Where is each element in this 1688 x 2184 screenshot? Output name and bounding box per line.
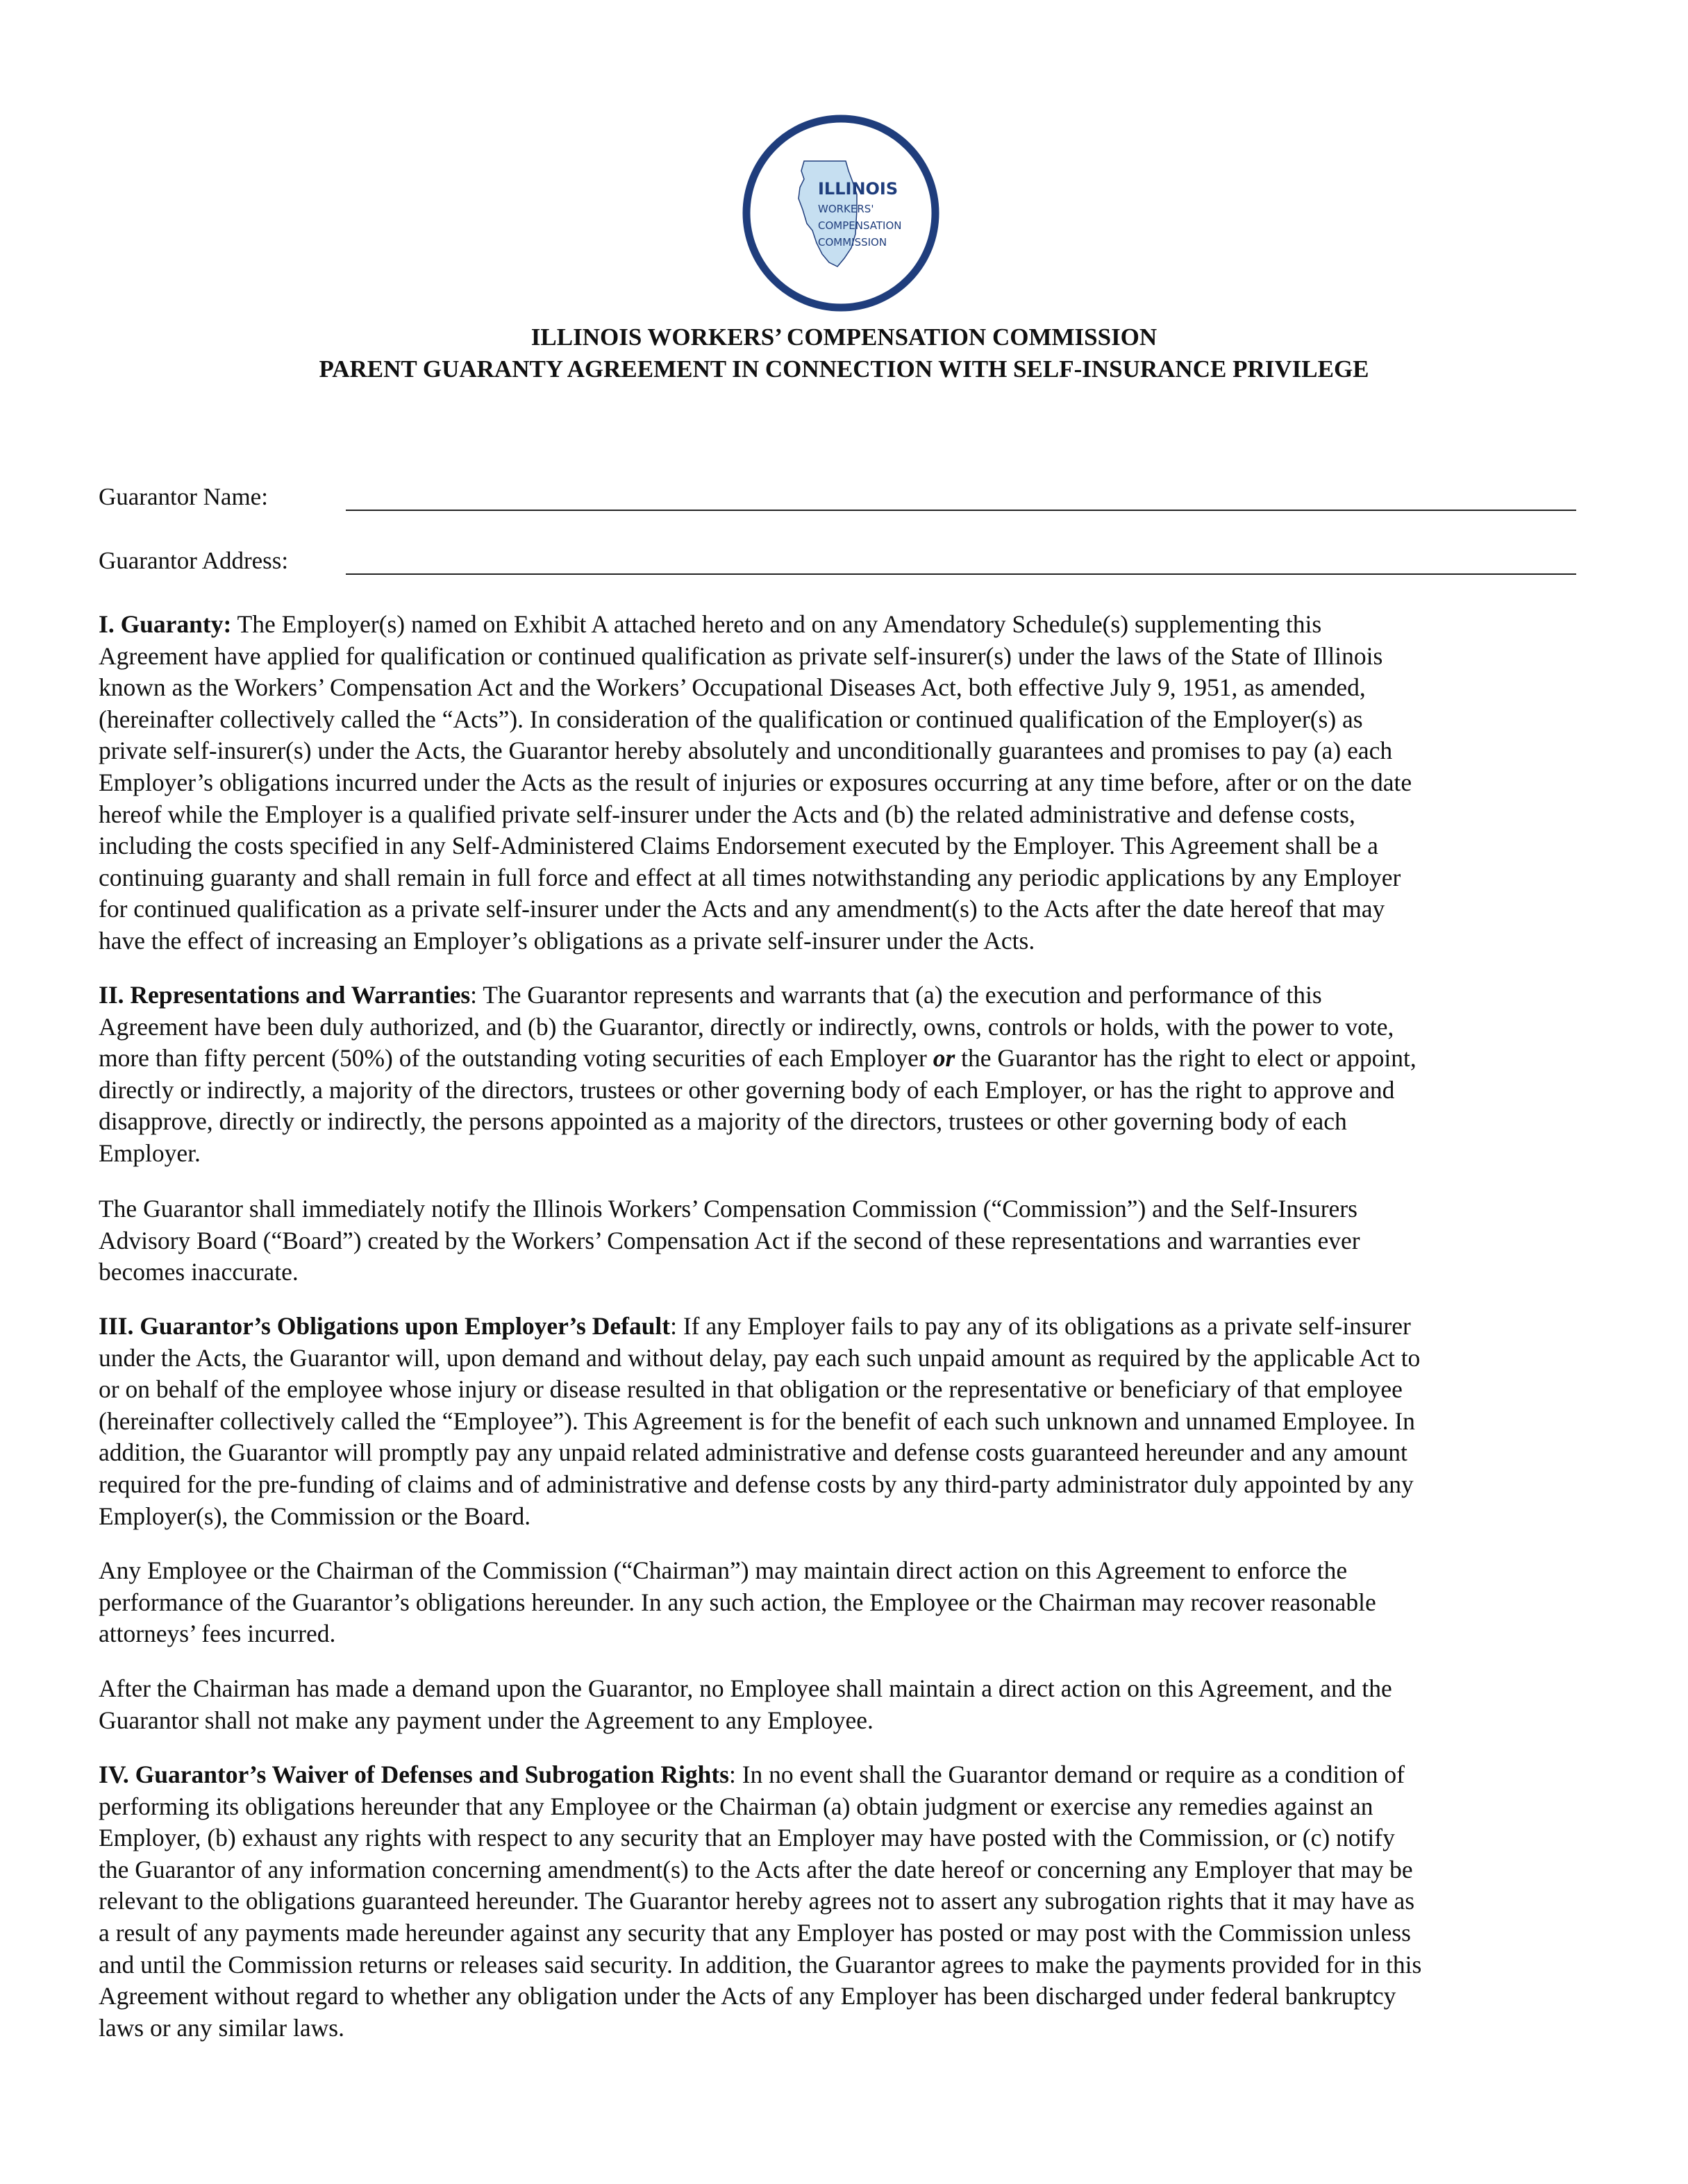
iwcc-logo	[740, 112, 942, 314]
notification-paragraph	[99, 1193, 1360, 1288]
logo-text: ILLINOIS	[818, 179, 899, 199]
text-line: After the Chairman has made a demand upon the Guarantor, no Employee shall maintain a direct action on this Agreement, and the	[99, 1674, 1392, 1702]
text-line: Agreement have been duly authorized, and (b) the Guarantor, directly or indirectly, owns, controls or holds, with the power to vote,	[99, 1012, 1394, 1041]
logo-text: COMPENSATION	[818, 219, 902, 232]
logo-text: WORKERS'	[818, 203, 874, 215]
document-subtitle: PARENT GUARANTY AGREEMENT IN CONNECTION WITH SELF-INSURANCE PRIVILEGE	[319, 355, 1369, 383]
text-line: (hereinafter collectively called the “Employee”). This Agreement is for the benefit of each such unknown and unnamed Employee. In	[99, 1406, 1415, 1435]
text-line: have the effect of increasing an Employer’s obligations as a private self-insurer under the Acts.	[99, 926, 1035, 955]
text-line: disapprove, directly or indirectly, the persons appointed as a majority of the directors, trustees or other governing body of each	[99, 1107, 1347, 1136]
chairman-demand-paragraph	[99, 1673, 1392, 1736]
section-waiver	[99, 1759, 1421, 2044]
section-obligations	[99, 1311, 1420, 1532]
section-heading: III. Guarantor’s Obligations upon Employer’s Default	[99, 1312, 671, 1340]
document-title: ILLINOIS WORKERS’ COMPENSATION COMMISSION	[530, 324, 1158, 351]
text-line: Employer(s), the Commission or the Board.	[99, 1502, 531, 1530]
direct-action-paragraph	[99, 1555, 1376, 1650]
text-line: for continued qualification as a private self-insurer under the Acts and any amendment(s) to the Acts after the date hereof that may	[99, 895, 1385, 923]
text-line: hereof while the Employer is a qualified private self-insurer under the Acts and (b) the related administrative and defense costs,	[99, 800, 1355, 828]
text-line: Guarantor shall not make any payment under the Agreement to any Employee.	[99, 1706, 874, 1734]
text-line: Agreement without regard to whether any obligation under the Acts of any Employer has been discharged under federal bankruptcy	[99, 1982, 1396, 2010]
text-line: : In no event shall the Guarantor demand or require as a condition of	[728, 1761, 1405, 1788]
text-line: required for the pre-funding of claims and of administrative and defense costs by any third-party administrator duly appointed by any	[99, 1470, 1414, 1498]
text-line: Employer’s obligations incurred under the Acts as the result of injuries or exposures occurring at any time before, after or on the date	[99, 768, 1412, 796]
section-representations	[99, 980, 1417, 1170]
text-line: directly or indirectly, a majority of the directors, trustees or other governing body of each Employer, or has the right to approve and	[99, 1075, 1395, 1104]
text-line: : The Guarantor represents and warrants that (a) the execution and performance of this	[470, 981, 1322, 1009]
text-line: Agreement have applied for qualification or continued qualification as private self-insurer(s) under the laws of the State of Illinois	[99, 641, 1383, 670]
text-line: attorneys’ fees incurred.	[99, 1620, 336, 1648]
text-line: Employer, (b) exhaust any rights with respect to any security that an Employer may have posted with the Commission, or (c) notify	[99, 1824, 1395, 1852]
text-line: Any Employee or the Chairman of the Commission (“Chairman”) may maintain direct action on this Agreement to enforce the	[99, 1556, 1348, 1584]
text-line: the Guarantor of any information concerning amendment(s) to the Acts after the date hereof or concerning any Employer that may be	[99, 1855, 1413, 1883]
text-line: becomes inaccurate.	[99, 1258, 299, 1286]
text-line: continuing guaranty and shall remain in full force and effect at all times notwithstanding any periodic applications by any Employer	[99, 863, 1401, 891]
text-line: Advisory Board (“Board”) created by the Workers’ Compensation Act if the second of these representations and warranties ever	[99, 1226, 1360, 1254]
text-line: The Employer(s) named on Exhibit A attached hereto and on any Amendatory Schedule(s) supplementing this	[231, 610, 1322, 638]
text-line: private self-insurer(s) under the Acts, the Guarantor hereby absolutely and unconditionally guarantees and promises to pay (a) each	[99, 737, 1393, 765]
emphasis-or: or	[933, 1044, 955, 1073]
text-line: under the Acts, the Guarantor will, upon demand and without delay, pay each such unpaid amount as required by the applicable Act to	[99, 1343, 1421, 1372]
text-line: Employer.	[99, 1139, 201, 1167]
text-line: including the costs specified in any Self-Administered Claims Endorsement executed by the Employer. This Agreement shall be a	[99, 832, 1378, 860]
guarantor-address-field[interactable]	[346, 573, 1576, 575]
text-line: and until the Commission returns or releases said security. In addition, the Guarantor agrees to make the payments provided for in this	[99, 1950, 1422, 1979]
text-line: or on behalf of the employee whose injury or disease resulted in that obligation or the representative or beneficiary of that employee	[99, 1375, 1403, 1404]
guarantor-name-label: Guarantor Name:	[99, 483, 268, 510]
text-line: the Guarantor has the right to elect or appoint,	[955, 1044, 1417, 1073]
logo-text: COMMISSION	[818, 236, 887, 249]
guarantor-address-label: Guarantor Address:	[99, 547, 289, 574]
guarantor-name-field[interactable]	[346, 510, 1576, 511]
text-line: a result of any payments made hereunder against any security that any Employer has posted or may post with the Commission unless	[99, 1918, 1411, 1947]
text-line: performing its obligations hereunder that any Employee or the Chairman (a) obtain judgment or exercise any remedies against an	[99, 1792, 1373, 1820]
text-line: (hereinafter collectively called the “Acts”). In consideration of the qualification or continued qualification of the Employer(s) as	[99, 705, 1363, 733]
text-line: performance of the Guarantor’s obligations hereunder. In any such action, the Employee or the Chairman may recover reasonable	[99, 1588, 1376, 1616]
section-heading: II. Representations and Warranties	[99, 981, 471, 1009]
section-heading: IV. Guarantor’s Waiver of Defenses and Subrogation Rights	[99, 1761, 729, 1788]
text-line: addition, the Guarantor will promptly pay any unpaid related administrative and defense costs guaranteed hereunder and any amount	[99, 1438, 1407, 1467]
text-line: : If any Employer fails to pay any of its obligations as a private self-insurer	[670, 1312, 1411, 1340]
text-line: The Guarantor shall immediately notify the Illinois Workers’ Compensation Commission (“Commission”) and the Self-Insurers	[99, 1195, 1357, 1223]
text-line: more than fifty percent (50%) of the outstanding voting securities of each Employer	[99, 1044, 933, 1073]
text-line: laws or any similar laws.	[99, 2013, 344, 2042]
text-line: relevant to the obligations guaranteed hereunder. The Guarantor hereby agrees not to assert any subrogation rights that it may have as	[99, 1887, 1415, 1915]
section-guaranty	[99, 609, 1412, 957]
section-heading: I. Guaranty:	[99, 610, 232, 638]
text-line: known as the Workers’ Compensation Act and the Workers’ Occupational Diseases Act, both effective July 9, 1951, as amended,	[99, 673, 1366, 702]
